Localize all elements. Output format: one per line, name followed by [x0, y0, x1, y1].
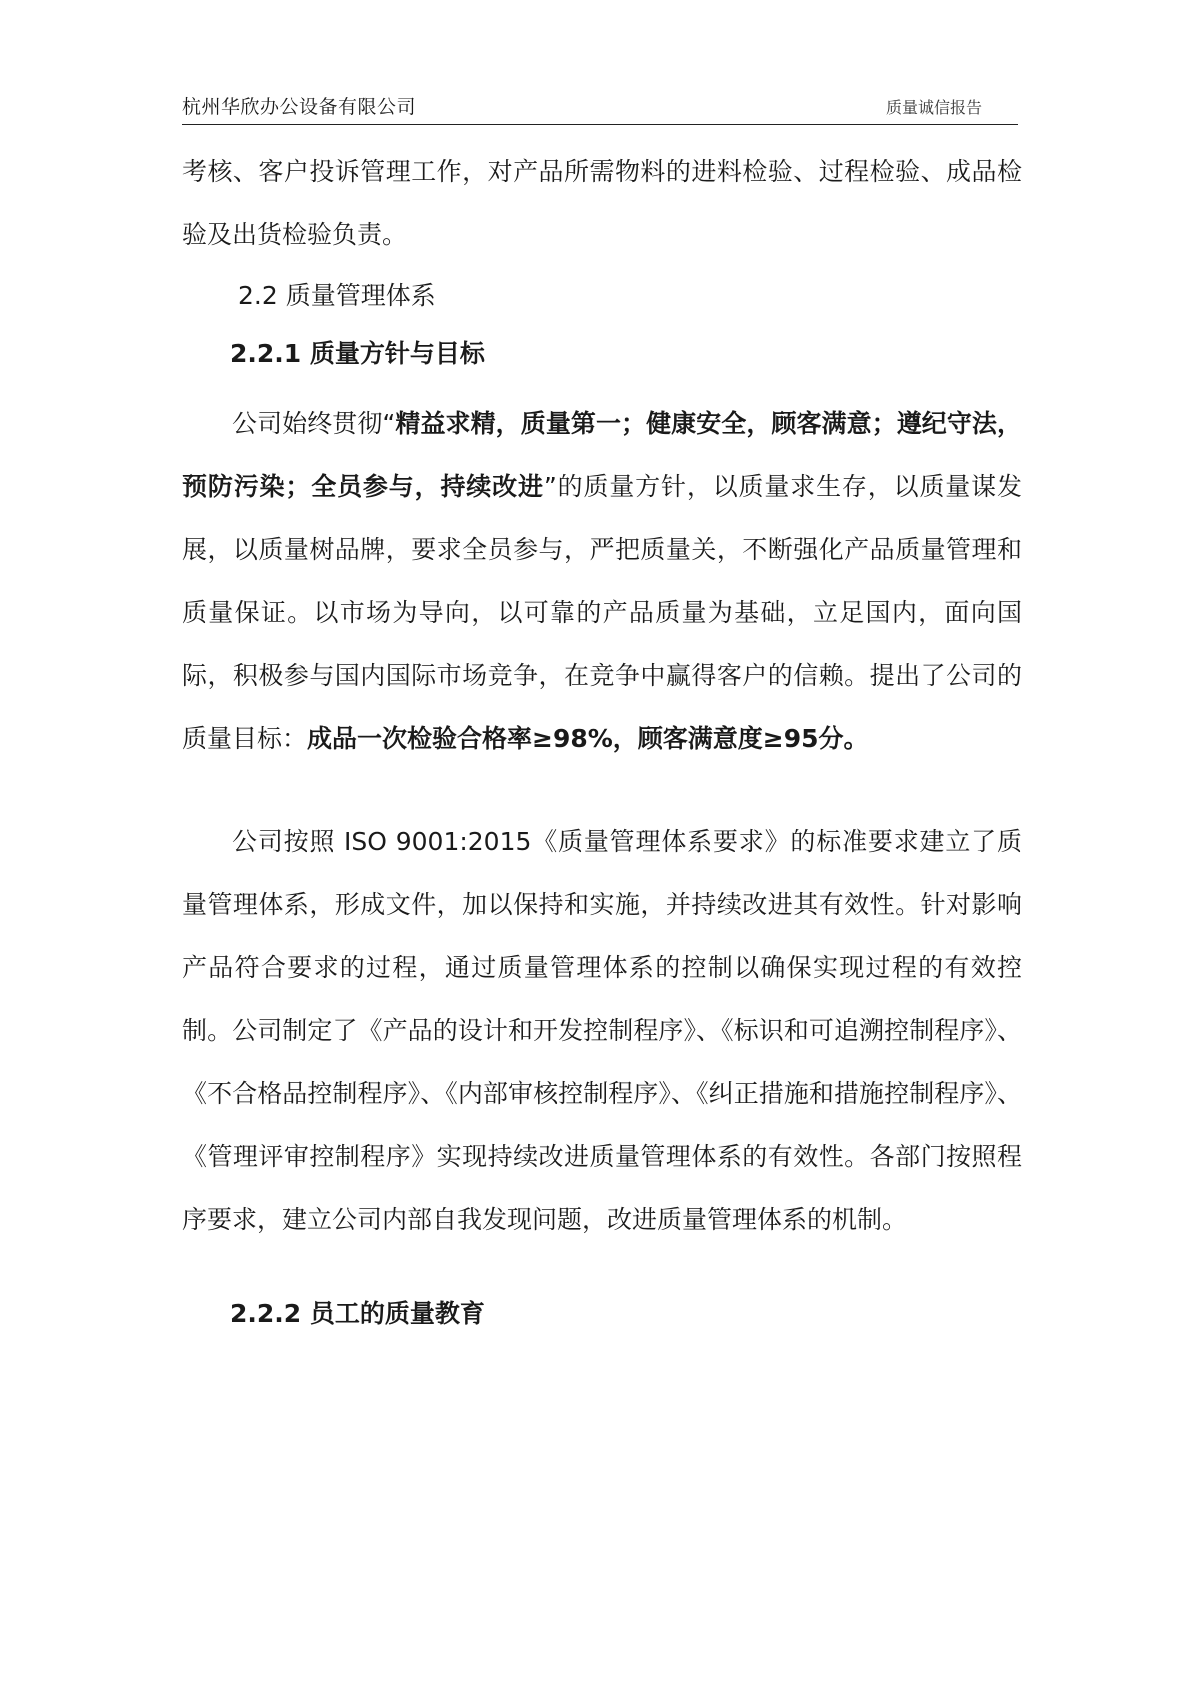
section-heading-2-2: 2.2 质量管理体系 — [238, 281, 436, 310]
paragraph-iso-system: 公司按照 ISO 9001:2015《质量管理体系要求》的标准要求建立了质量管理体系，形成文件，加以保持和实施，并持续改进其有效性。针对影响产品符合要求的过程，通过质量管理体系的控制以确保实现过程的有效控制。公司制定了《产品的设计和开发控制程序》、《标识和可追溯控制程序》、《不合格品控制程序》、《内部审核控制程序》、《纠正措施和措施控制程序》、《管理评审控制程序》实现持续改进质量管理体系的有效性。各部门按照程序要求，建立公司内部自我发现问题，改进质量管理体系的机制。 — [182, 827, 1022, 1234]
paragraph-quality-policy — [182, 392, 1022, 770]
policy-statement: 精益求精，质量第一；健康安全，顾客满意；遵纪守法，预防污染；全员参与，持续改进 — [182, 409, 1022, 501]
quality-target: 成品一次检验合格率≥98%，顾客满意度≥95分。 — [307, 724, 869, 753]
page-header — [182, 88, 1018, 125]
section-heading-2-2-1: 2.2.1 质量方针与目标 — [230, 339, 485, 368]
policy-text-2: ”的质量方针，以质量求生存，以质量谋发展，以质量树品牌，要求全员参与，严把质量关，不断强化产品质量管理和质量保证。以市场为导向，以可靠的产品质量为基础，立足国内，面向国际，积极参与国内国际市场竞争，在竞争中赢得客户的信赖。提出了公司的质量目标： — [182, 472, 1022, 753]
paragraph-responsibilities: 考核、客户投诉管理工作，对产品所需物料的进料检验、过程检验、成品检验及出货检验负责。 — [182, 157, 1022, 249]
company-name: 杭州华欣办公设备有限公司 — [182, 96, 417, 118]
section-heading-2-2-2: 2.2.2 员工的质量教育 — [230, 1299, 485, 1328]
report-title: 质量诚信报告 — [885, 98, 982, 117]
policy-text-1: 公司始终贯彻“ — [232, 409, 396, 438]
